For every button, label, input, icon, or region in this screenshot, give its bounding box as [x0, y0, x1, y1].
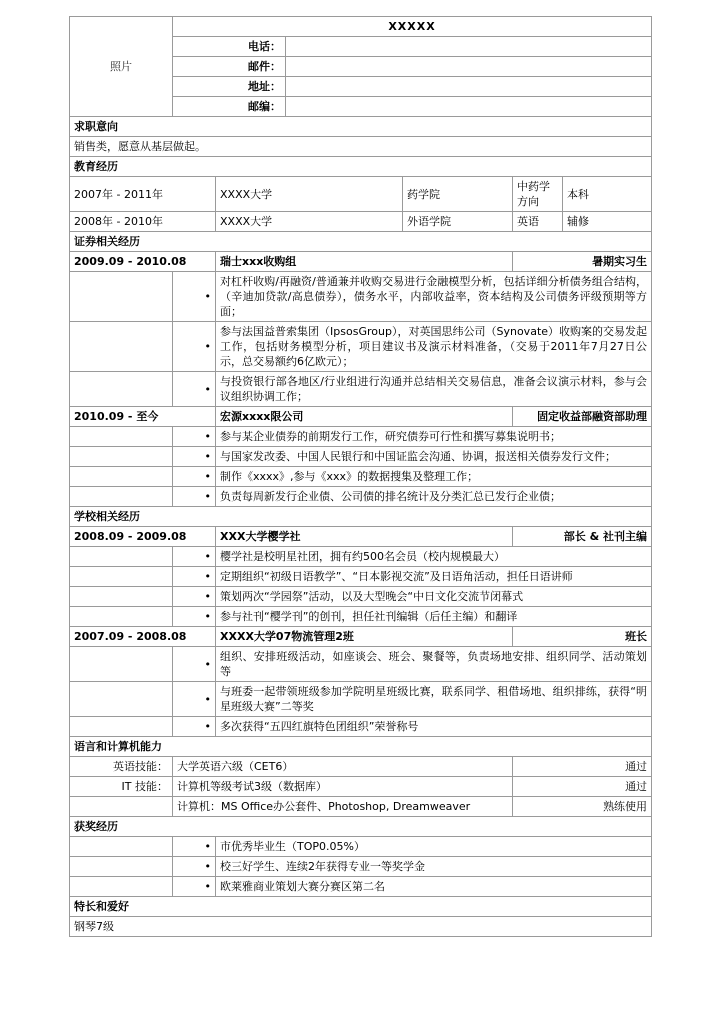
hobbies-content-row — [70, 917, 652, 937]
bullet-icon: • — [173, 647, 216, 682]
education-period: 2007年 - 2011年 — [70, 177, 216, 212]
objective-text: 销售类，愿意从基层做起。 — [70, 137, 652, 157]
skill-label: 英语技能： — [70, 757, 173, 777]
spacer-cell — [70, 857, 173, 877]
bullet-icon: • — [173, 427, 216, 447]
header-name-row — [70, 17, 652, 37]
section-title-school: 学校相关经历 — [70, 507, 652, 527]
contact-value-email[interactable] — [286, 57, 652, 77]
objective-content-row — [70, 137, 652, 157]
contact-label-zip: 邮编： — [173, 97, 286, 117]
bullet-text: 校三好学生、连续2年获得专业一等奖学金 — [216, 857, 652, 877]
status-badge: 通过 — [513, 757, 652, 777]
bullet-text: 参与法国益普索集团（IpsosGroup），对英国思纬公司（Synovate）收购案的交易发起工作，包括财务模型分析，项目建议书及演示材料准备，（交易于2011年7月27日公示，总交易额约6亿欧元）； — [216, 322, 652, 372]
education-college: 外语学院 — [403, 212, 513, 232]
list-item — [70, 607, 652, 627]
bullet-icon: • — [173, 467, 216, 487]
section-title-education: 教育经历 — [70, 157, 652, 177]
experience-entry-header — [70, 627, 652, 647]
section-header-school — [70, 507, 652, 527]
section-header-education — [70, 157, 652, 177]
skill-label — [70, 797, 173, 817]
education-degree: 辅修 — [563, 212, 652, 232]
bullet-text: 制作《xxxx》,参与《xxx》的数据搜集及整理工作； — [216, 467, 652, 487]
skill-value: 计算机等级考试3级（数据库） — [173, 777, 513, 797]
table-row — [70, 757, 652, 777]
bullet-icon: • — [173, 857, 216, 877]
spacer-cell — [70, 447, 173, 467]
experience-period: 2008.09 - 2009.08 — [70, 527, 216, 547]
education-period: 2008年 - 2010年 — [70, 212, 216, 232]
education-degree: 本科 — [563, 177, 652, 212]
page-title: XXXXX — [173, 17, 652, 37]
bullet-icon: • — [173, 587, 216, 607]
list-item — [70, 427, 652, 447]
table-row — [70, 777, 652, 797]
list-item — [70, 857, 652, 877]
experience-org: XXX大学樱学社 — [216, 527, 513, 547]
bullet-icon: • — [173, 837, 216, 857]
experience-entry-header — [70, 407, 652, 427]
experience-period: 2010.09 - 至今 — [70, 407, 216, 427]
list-item — [70, 547, 652, 567]
list-item — [70, 447, 652, 467]
bullet-text: 多次获得“五四红旗特色团组织”荣誉称号 — [216, 717, 652, 737]
experience-role: 部长 & 社刊主编 — [513, 527, 652, 547]
experience-org: XXXX大学07物流管理2班 — [216, 627, 513, 647]
spacer-cell — [70, 717, 173, 737]
resume-table — [69, 16, 652, 937]
bullet-text: 与国家发改委、中国人民银行和中国证监会沟通、协调，报送相关债券发行文件； — [216, 447, 652, 467]
section-header-hobbies — [70, 897, 652, 917]
skill-value: 大学英语六级（CET6） — [173, 757, 513, 777]
table-row — [70, 177, 652, 212]
experience-role: 暑期实习生 — [513, 252, 652, 272]
contact-value-address[interactable] — [286, 77, 652, 97]
spacer-cell — [70, 547, 173, 567]
bullet-text: 策划两次“学园祭”活动，以及大型晚会“中日文化交流节闭幕式 — [216, 587, 652, 607]
spacer-cell — [70, 682, 173, 717]
status-badge: 通过 — [513, 777, 652, 797]
table-row — [70, 797, 652, 817]
contact-label-address: 地址： — [173, 77, 286, 97]
list-item — [70, 647, 652, 682]
education-school: XXXX大学 — [216, 212, 403, 232]
spacer-cell — [70, 372, 173, 407]
list-item — [70, 877, 652, 897]
list-item — [70, 272, 652, 322]
bullet-text: 负责每周新发行企业债、公司债的排名统计及分类汇总已发行企业债； — [216, 487, 652, 507]
bullet-text: 市优秀毕业生（TOP0.05%） — [216, 837, 652, 857]
experience-org: 宏源xxxx限公司 — [216, 407, 513, 427]
bullet-text: 与班委一起带领班级参加学院明星班级比赛，联系同学、租借场地、组织排练，获得“明星班级大赛”二等奖 — [216, 682, 652, 717]
experience-entry-header — [70, 527, 652, 547]
spacer-cell — [70, 567, 173, 587]
bullet-icon: • — [173, 567, 216, 587]
bullet-icon: • — [173, 547, 216, 567]
spacer-cell — [70, 487, 173, 507]
bullet-icon: • — [173, 487, 216, 507]
education-college: 药学院 — [403, 177, 513, 212]
bullet-text: 参与社刊“樱学刊”的创刊，担任社刊编辑（后任主编）和翻译 — [216, 607, 652, 627]
list-item — [70, 372, 652, 407]
spacer-cell — [70, 467, 173, 487]
bullet-text: 组织、安排班级活动，如座谈会、班会、聚餐等，负责场地安排、组织同学、活动策划等 — [216, 647, 652, 682]
education-school: XXXX大学 — [216, 177, 403, 212]
photo-placeholder: 照片 — [70, 17, 173, 117]
contact-label-email: 邮件： — [173, 57, 286, 77]
spacer-cell — [70, 427, 173, 447]
list-item — [70, 567, 652, 587]
experience-org: 瑞士xxx收购组 — [216, 252, 513, 272]
bullet-icon: • — [173, 607, 216, 627]
experience-period: 2009.09 - 2010.08 — [70, 252, 216, 272]
spacer-cell — [70, 587, 173, 607]
list-item — [70, 587, 652, 607]
bullet-text: 欧莱雅商业策划大赛分赛区第二名 — [216, 877, 652, 897]
list-item — [70, 322, 652, 372]
status-badge: 熟练使用 — [513, 797, 652, 817]
section-title-objective: 求职意向 — [70, 117, 652, 137]
education-major: 中药学方向 — [513, 177, 563, 212]
bullet-icon: • — [173, 877, 216, 897]
section-title-awards: 获奖经历 — [70, 817, 652, 837]
experience-entry-header — [70, 252, 652, 272]
bullet-text: 樱学社是校明星社团，拥有约500名会员（校内规模最大） — [216, 547, 652, 567]
section-header-skills — [70, 737, 652, 757]
bullet-text: 定期组织“初级日语教学”、“日本影视交流”及日语角活动，担任日语讲师 — [216, 567, 652, 587]
spacer-cell — [70, 647, 173, 682]
contact-value-zip[interactable] — [286, 97, 652, 117]
section-header-securities — [70, 232, 652, 252]
section-header-objective — [70, 117, 652, 137]
resume-body — [70, 17, 652, 937]
spacer-cell — [70, 837, 173, 857]
bullet-icon: • — [173, 447, 216, 467]
experience-role: 班长 — [513, 627, 652, 647]
education-major: 英语 — [513, 212, 563, 232]
section-header-awards — [70, 817, 652, 837]
list-item — [70, 467, 652, 487]
bullet-icon: • — [173, 717, 216, 737]
list-item — [70, 717, 652, 737]
contact-value-phone[interactable] — [286, 37, 652, 57]
spacer-cell — [70, 877, 173, 897]
resume-page — [69, 16, 651, 937]
bullet-icon: • — [173, 272, 216, 322]
bullet-text: 与投资银行部各地区/行业组进行沟通并总结相关交易信息，准备会议演示材料，参与会议组织协调工作； — [216, 372, 652, 407]
bullet-text: 参与某企业债券的前期发行工作，研究债券可行性和撰写募集说明书； — [216, 427, 652, 447]
skill-value: 计算机：MS Office办公套件、Photoshop, Dreamweaver — [173, 797, 513, 817]
contact-label-phone: 电话： — [173, 37, 286, 57]
bullet-icon: • — [173, 682, 216, 717]
spacer-cell — [70, 322, 173, 372]
section-title-securities: 证券相关经历 — [70, 232, 652, 252]
spacer-cell — [70, 607, 173, 627]
table-row — [70, 212, 652, 232]
experience-period: 2007.09 - 2008.08 — [70, 627, 216, 647]
bullet-text: 对杠杆收购/再融资/普通兼并收购交易进行金融模型分析，包括详细分析债务组合结构，（辛迪加贷款/高息债券），债务水平，内部收益率，资本结构及公司债务评级预期等方面； — [216, 272, 652, 322]
list-item — [70, 682, 652, 717]
bullet-icon: • — [173, 322, 216, 372]
section-title-skills: 语言和计算机能力 — [70, 737, 652, 757]
bullet-icon: • — [173, 372, 216, 407]
hobbies-text: 钢琴7级 — [70, 917, 652, 937]
spacer-cell — [70, 272, 173, 322]
section-title-hobbies: 特长和爱好 — [70, 897, 652, 917]
list-item — [70, 837, 652, 857]
experience-role: 固定收益部融资部助理 — [513, 407, 652, 427]
list-item — [70, 487, 652, 507]
skill-label: IT 技能： — [70, 777, 173, 797]
